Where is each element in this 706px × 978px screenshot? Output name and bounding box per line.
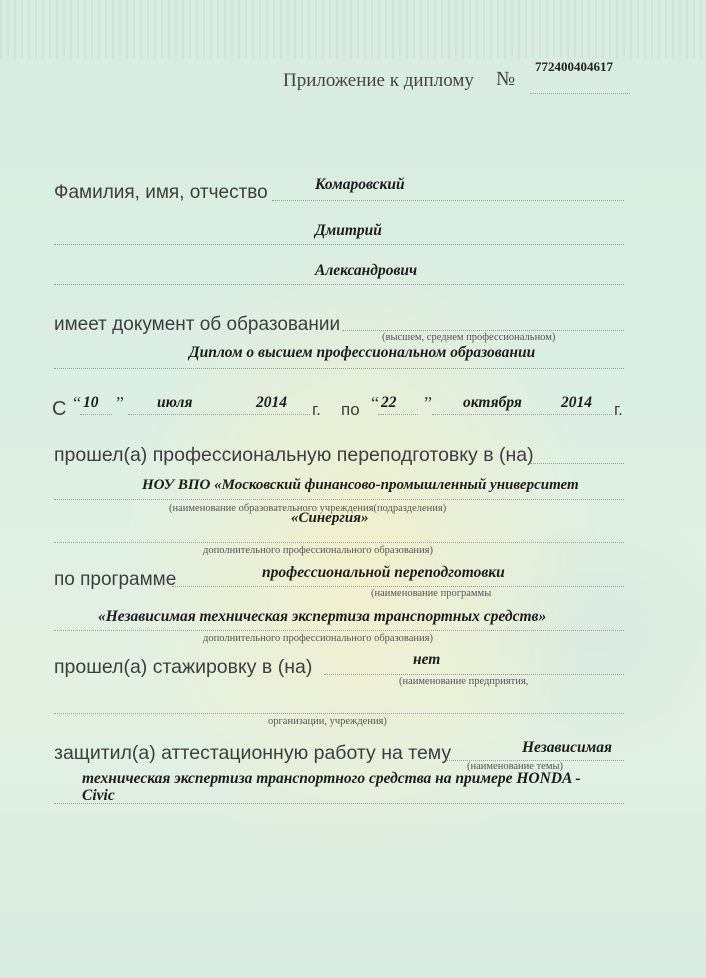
diploma-number: 772400404617 [535, 59, 613, 74]
institution-hint2: дополнительного профессионального образования) [203, 545, 433, 556]
full-name-label: Фамилия, имя, отчество [54, 182, 268, 203]
internship-line2 [54, 713, 624, 714]
period-from-prefix: С [52, 398, 67, 420]
thesis-value-part3: Civic [82, 787, 115, 804]
surname-value: Комаровский [315, 176, 405, 193]
program-hint1: (наименование программы [371, 588, 492, 599]
from-close-quote: ” [116, 393, 124, 413]
institution-hint1: (наименование образовательного учреждения(подразделения) [169, 503, 447, 514]
decorative-guilloche-band [0, 0, 706, 58]
to-open-quote: “ [371, 393, 379, 413]
from-month-year-line [128, 414, 310, 415]
program-hint2: дополнительного профессионального образования) [203, 633, 433, 644]
surname-line [272, 200, 624, 201]
institution-value-line1: НОУ ВПО «Московский финансово-промышленный университет [142, 477, 579, 493]
institution-label-line [530, 463, 624, 464]
thesis-value-part1: Независимая [522, 739, 612, 756]
thesis-label: защитил(а) аттестационную работу на тему [54, 742, 452, 764]
document-title: Приложение к диплому [283, 70, 474, 91]
internship-label: прошел(а) стажировку в (на) [54, 656, 313, 678]
internship-line1 [324, 674, 624, 675]
patronymic-line [54, 284, 624, 285]
thesis-value-part2: техническая экспертиза транспортного средства на примере HONDA - [82, 770, 581, 787]
internship-value: нет [413, 651, 441, 668]
program-value-line1: профессиональной переподготовки [262, 564, 505, 581]
from-month-value: июля [157, 394, 193, 411]
period-to-prefix: по [341, 400, 360, 419]
thesis-hint: (наименование темы) [467, 761, 564, 772]
education-line [342, 330, 624, 331]
from-day-value: 10 [83, 394, 99, 411]
number-underline [530, 93, 630, 94]
education-label: имеет документ об образовании [54, 314, 341, 335]
to-close-quote: ” [424, 393, 432, 413]
to-month-year-line [432, 414, 612, 415]
thesis-line2 [54, 803, 624, 804]
education-value-line [54, 368, 624, 369]
to-month-value: октября [463, 394, 522, 411]
patronymic-value: Александрович [315, 262, 418, 279]
education-hint: (высшем, среднем профессиональном) [382, 332, 556, 343]
from-year-value: 2014 [256, 394, 287, 411]
number-sign: № [496, 68, 516, 90]
institution-label: прошел(а) профессиональную переподготовку в (на) [54, 444, 534, 466]
institution-value-line2: «Синергия» [291, 510, 369, 526]
to-year-suffix: г. [614, 400, 623, 419]
program-line2 [54, 630, 624, 631]
to-day-line [378, 414, 418, 415]
internship-hint2: организации, учреждения) [268, 716, 387, 727]
program-value-line2: «Независимая техническая экспертиза транспортных средств» [98, 608, 547, 625]
from-day-line [80, 414, 112, 415]
from-year-suffix: г. [312, 400, 321, 419]
to-day-value: 22 [381, 394, 397, 411]
program-line1 [172, 586, 624, 587]
from-open-quote: “ [73, 393, 81, 413]
first-name-value: Дмитрий [315, 222, 382, 239]
institution-line2 [54, 542, 624, 543]
internship-hint1: (наименование предприятия, [399, 676, 529, 687]
education-value: Диплом о высшем профессиональном образовании [189, 344, 536, 361]
program-label: по программе [54, 569, 177, 590]
to-year-value: 2014 [561, 394, 592, 411]
institution-line1 [54, 499, 624, 500]
first-name-line [54, 244, 624, 245]
